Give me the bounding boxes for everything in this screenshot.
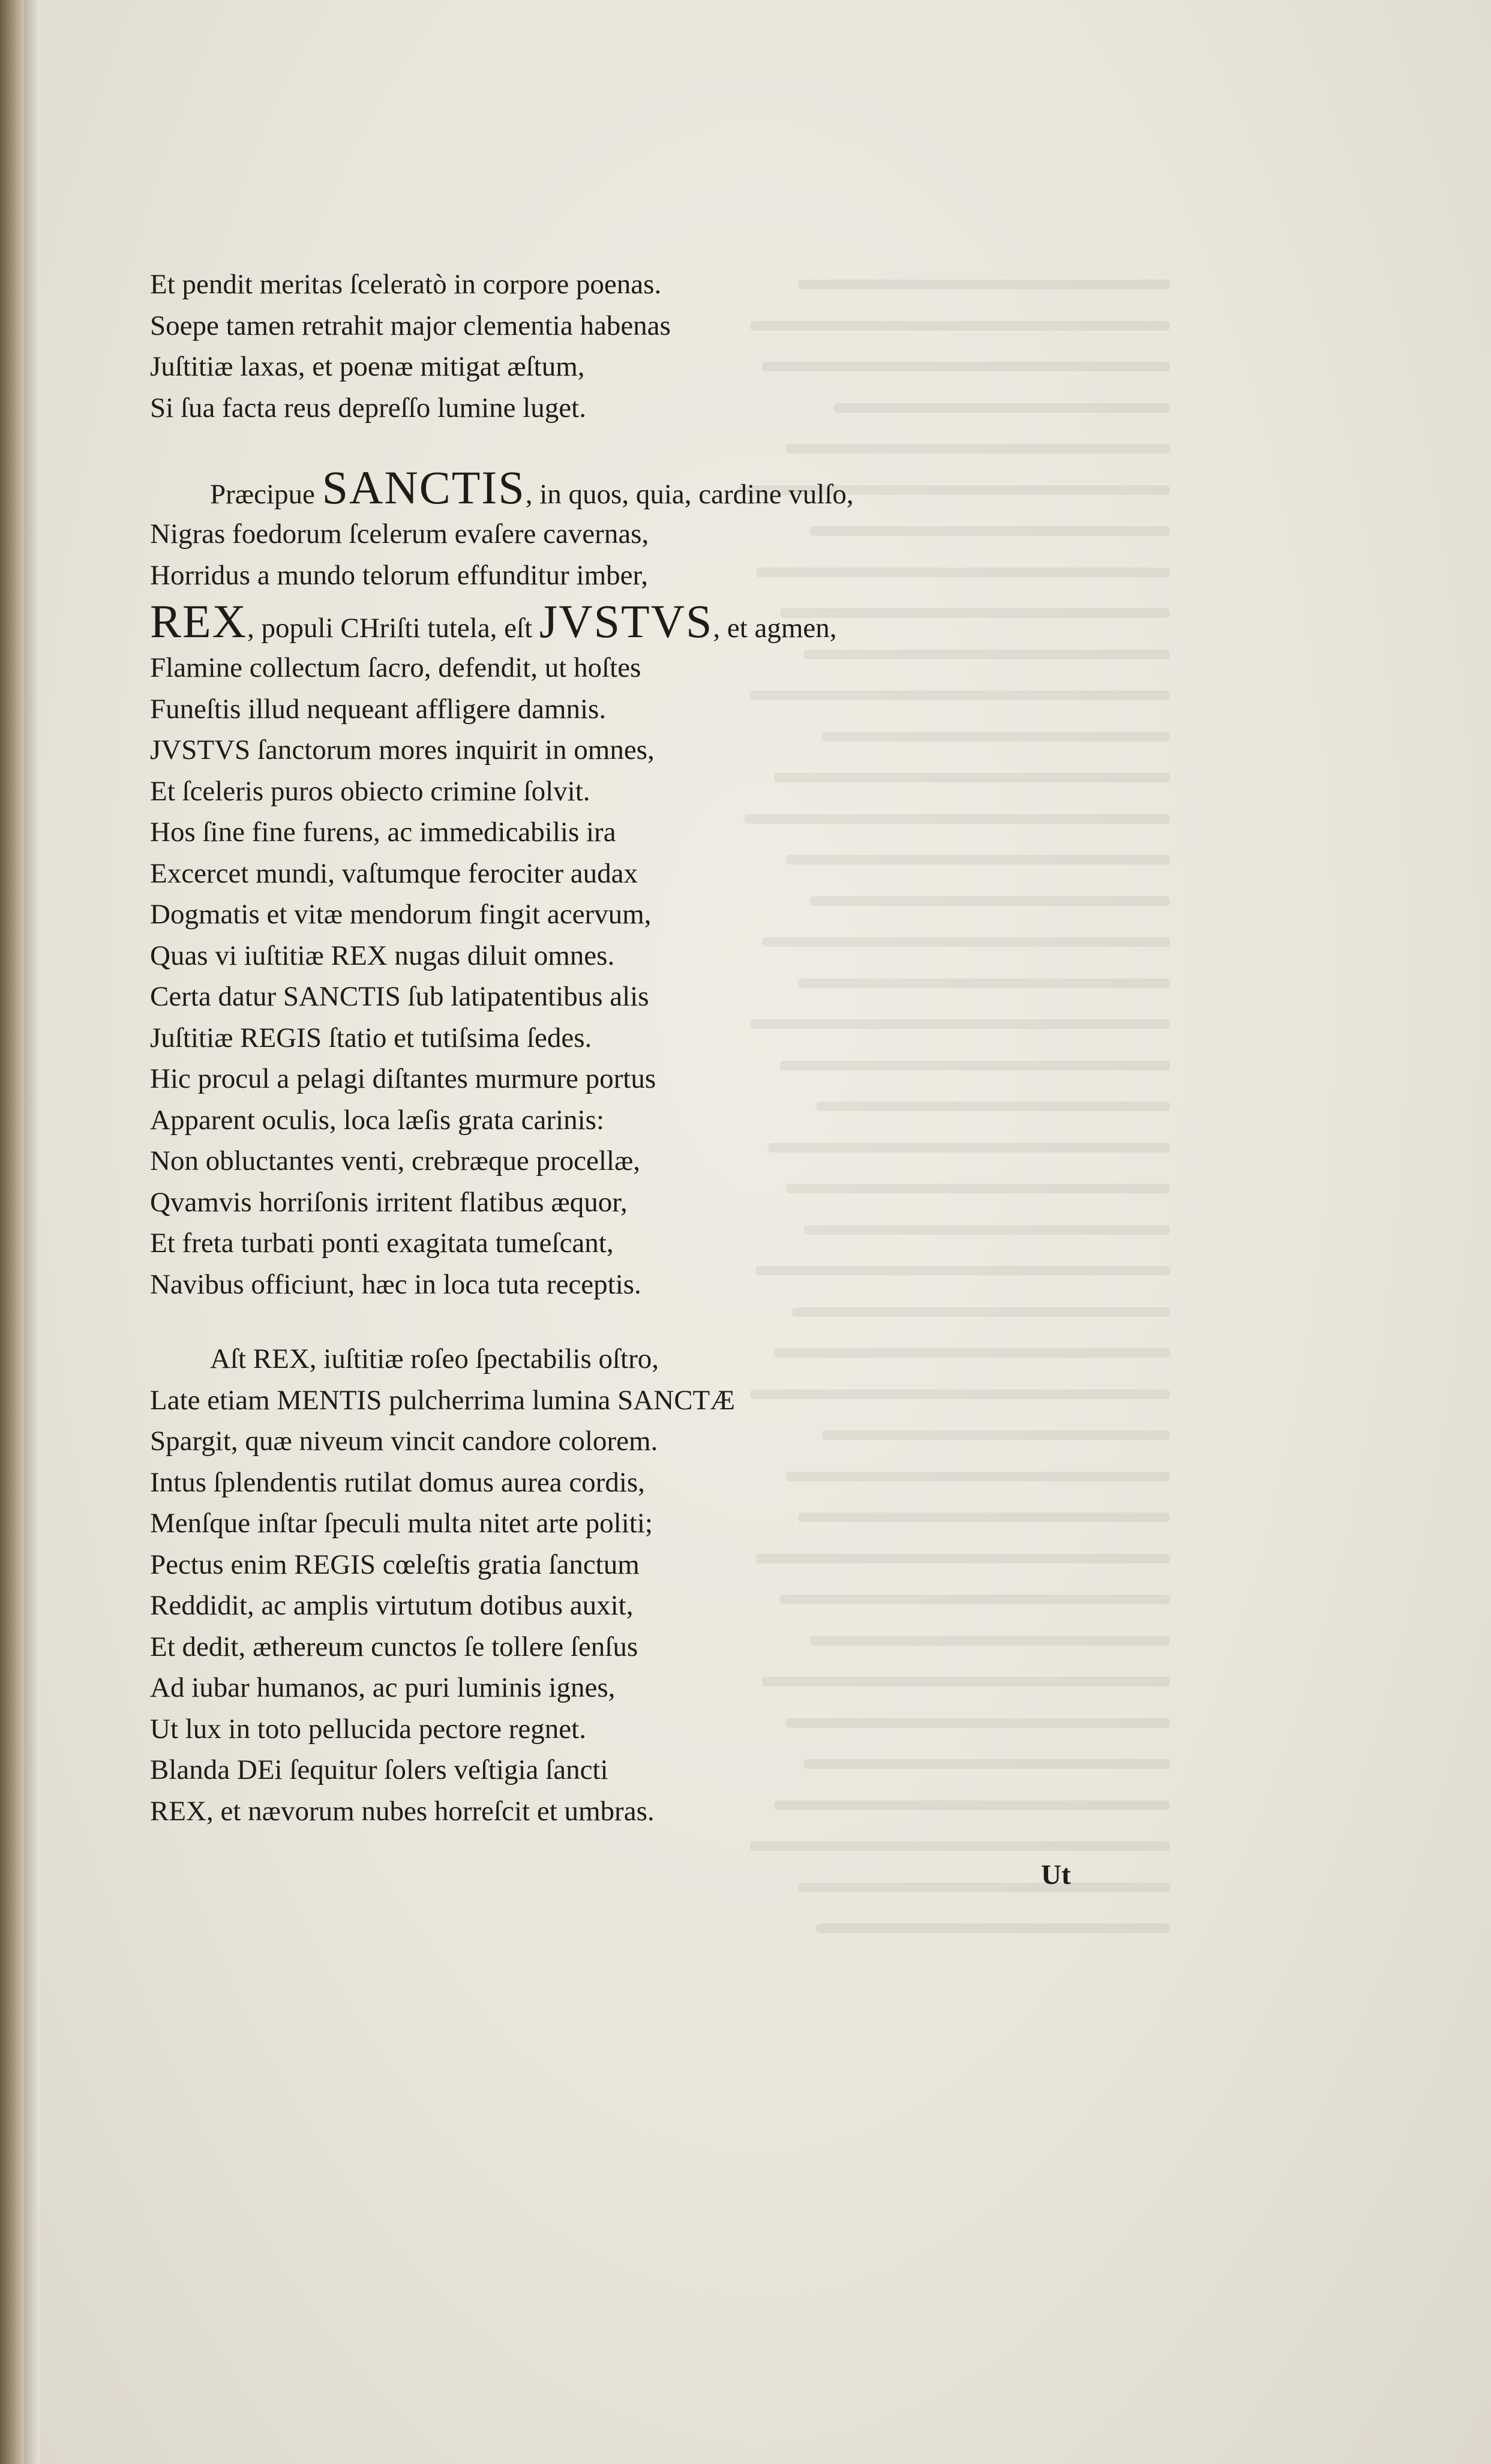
verse-line: Si ſua facta reus depreſſo lumine luget. [150,392,586,424]
verse-line: REX, et nævorum nubes horreſcit et umbras. [150,1795,655,1827]
verse-line: Horridus a mundo telorum effunditur imber, [150,559,649,591]
verse-line: Funeſtis illud nequeant affligere damnis. [150,693,607,725]
verse-line: Reddidit, ac amplis virtutum dotibus auxit, [150,1590,634,1621]
verse-line: Non obluctantes venti, crebræque procellæ, [150,1145,641,1177]
page-gutter-shadow [24,0,40,2464]
verse-line: Et freta turbati ponti exagitata tumeſcant, [150,1228,614,1259]
verse-emphasis: REX [150,595,247,647]
verse-line: Ut lux in toto pellucida pectore regnet. [150,1713,586,1745]
verse-line: Hos ſine fine furens, ac immedicabilis ira [150,817,616,848]
verse-line: Blanda DEi ſequitur ſolers veſtigia ſancti [150,1754,608,1785]
book-binding [0,0,24,2464]
verse-emphasis: SANCTIS [322,461,526,514]
verse-line: Navibus officiunt, hæc in loca tuta receptis. [150,1268,641,1300]
verse-line: Flamine collectum ſacro, defendit, ut hoſtes [150,652,641,683]
verse-line: Aſt REX, iuſtitiæ roſeo ſpectabilis oſtro, [210,1343,659,1374]
verse-line: Soepe tamen retrahit major clementia habenas [150,310,671,341]
verse-line: Certa datur SANCTIS ſub latipatentibus alis [150,981,649,1012]
verse-line: Nigras foedorum ſcelerum evaſere cavernas, [150,518,649,550]
catchword: Ut [1041,1859,1071,1890]
verse-line: Juſtitiæ REGIS ſtatio et tutiſsima ſedes. [150,1022,592,1054]
verse-line: JVSTVS ſanctorum mores inquirit in omnes, [150,734,655,766]
verse-line: Spargit, quæ niveum vincit candore colorem. [150,1425,658,1457]
verse-word: , et agmen, [713,613,837,644]
verse-line: Quas vi iuſtitiæ REX nugas diluit omnes. [150,940,615,971]
verse-word: , populi CHriſti tutela, eſt [247,613,533,644]
verse-line-sanctis [150,462,1086,514]
verse-line: Qvamvis horriſonis irritent flatibus æquor, [150,1186,628,1218]
verse-line: Hic procul a pelagi diſtantes murmure portus [150,1063,656,1094]
verse-word: Præcipue [210,479,315,510]
verse-line: Dogmatis et vitæ mendorum fingit acervum, [150,899,652,930]
verse-line: Intus ſplendentis rutilat domus aurea cordis, [150,1466,645,1498]
verse-line: Juſtitiæ laxas, et poenæ mitigat æſtum, [150,351,585,382]
verse-line: Apparent oculis, loca læſis grata carinis: [150,1104,605,1136]
verse-line: Et ſceleris puros obiecto crimine ſolvit. [150,775,590,807]
book-page [24,0,1491,2464]
verse-line: Late etiam MENTIS pulcherrima lumina SANCTÆ [150,1384,736,1416]
verse-line: Pectus enim REGIS cœleſtis gratia ſanctum [150,1548,640,1580]
verse-line: Menſque inſtar ſpeculi multa nitet arte politi; [150,1508,653,1539]
verse-line: Et dedit, æthereum cunctos ſe tollere ſenſus [150,1631,638,1662]
verse-emphasis: JVSTVS [539,595,713,647]
verse-line: Ad iubar humanos, ac puri luminis ignes, [150,1672,616,1703]
verse-line: Et pendit meritas ſceleratò in corpore poenas. [150,269,662,300]
verse-line-rex [150,596,1086,647]
verse-line: Excercet mundi, vaſtumque ferociter audax [150,857,638,889]
verse-word: , in quos, quia, cardine vulſo, [525,479,854,510]
poem-text [150,264,1086,1832]
